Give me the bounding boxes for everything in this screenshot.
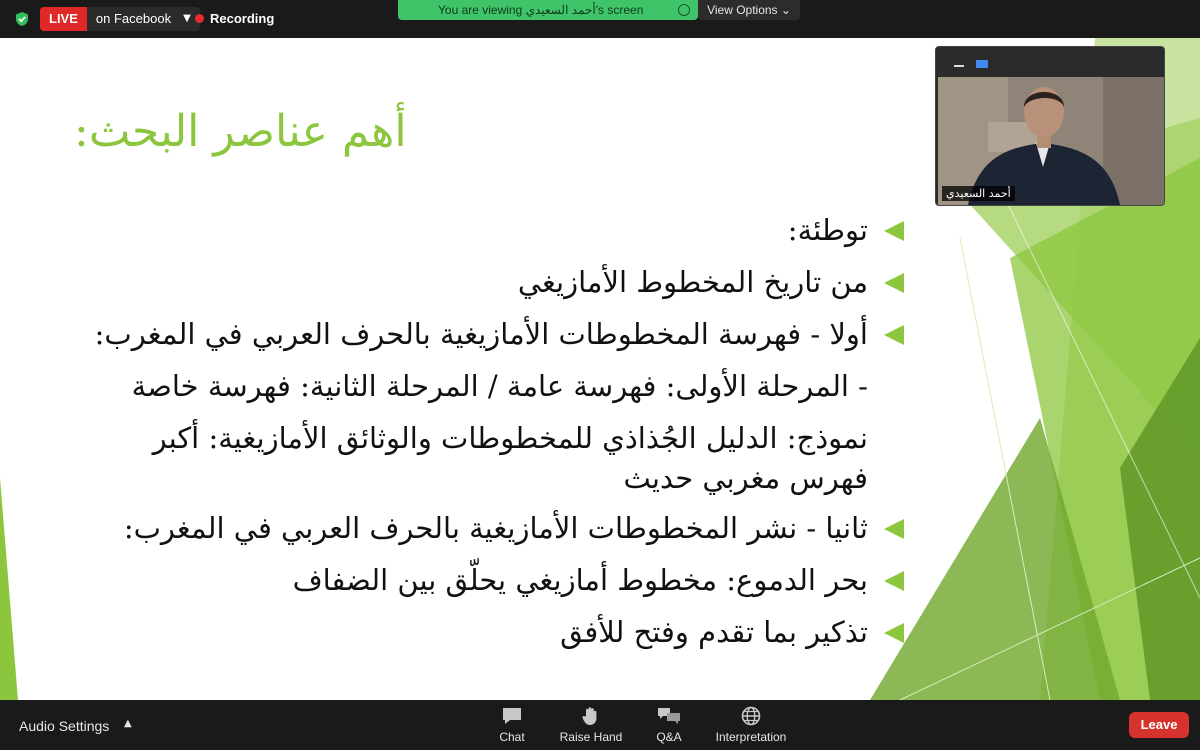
recording-label: Recording — [210, 11, 275, 26]
raise-hand-label: Raise Hand — [559, 730, 623, 744]
maximize-icon[interactable] — [976, 60, 988, 68]
chat-icon — [501, 706, 523, 726]
bullet-arrow-icon — [884, 273, 904, 293]
bullet-arrow-icon — [884, 221, 904, 241]
interpretation-button[interactable] — [706, 706, 796, 744]
video-tile-header — [936, 47, 1164, 77]
shield-check-icon[interactable] — [14, 11, 30, 27]
audio-settings-button[interactable]: Audio Settings — [19, 718, 110, 734]
recording-indicator[interactable] — [195, 11, 274, 26]
bullet-item: بحر الدموع: مخطوط أمازيغي يحلّق بين الضفاف — [124, 554, 904, 606]
live-stream-button[interactable] — [40, 7, 200, 31]
status-circle-icon — [678, 4, 690, 16]
raise-hand-icon — [580, 706, 602, 726]
record-dot-icon — [195, 14, 204, 23]
view-options-button[interactable]: View Options ⌄ — [698, 0, 800, 20]
globe-icon — [740, 706, 762, 726]
bullet-subitem: - المرحلة الأولى: فهرسة عامة / المرحلة الثانية: فهرسة خاصة — [131, 369, 868, 403]
minimize-icon[interactable] — [954, 65, 964, 67]
top-bar — [0, 0, 1200, 38]
viewing-banner-text: You are viewing أحمد السعيدي's screen — [438, 3, 644, 17]
bullet-arrow-icon — [884, 571, 904, 591]
bullet-arrow-icon — [884, 519, 904, 539]
viewing-banner — [398, 0, 698, 20]
participant-name-label: أحمد السعيدي — [942, 186, 1015, 201]
bullet-item: أولا - فهرسة المخطوطات الأمازيغية بالحرف العربي في المغرب: — [124, 308, 904, 360]
qa-button[interactable] — [624, 706, 714, 744]
slide-title: أهم عناصر البحث: — [74, 106, 407, 157]
bullet-arrow-icon — [884, 325, 904, 345]
live-badge: LIVE — [40, 7, 87, 31]
chevron-down-icon: ▼ — [183, 13, 191, 24]
chevron-up-icon[interactable]: ▲ — [124, 718, 132, 729]
bullet-item: توطئة: — [124, 204, 904, 256]
chat-label: Chat — [499, 730, 525, 744]
bullet-item: ثانيا - نشر المخطوطات الأمازيغية بالحرف العربي في المغرب: — [124, 502, 904, 554]
bottom-toolbar — [0, 700, 1200, 750]
bullet-subitem: نموذج: الدليل الجُذاذي للمخطوطات والوثائق الأمازيغية: أكبر فهرس مغربي حديث — [152, 421, 868, 495]
bullet-item: من تاريخ المخطوط الأمازيغي — [124, 256, 904, 308]
qa-icon — [657, 706, 681, 726]
leave-button[interactable]: Leave — [1129, 712, 1189, 738]
chat-button[interactable] — [467, 706, 557, 744]
interpretation-label: Interpretation — [715, 730, 787, 744]
bullet-arrow-icon — [884, 623, 904, 643]
qa-label: Q&A — [656, 730, 682, 744]
live-destination: on Facebook — [95, 11, 172, 26]
participant-video — [938, 77, 1164, 205]
bullet-item: تذكير بما تقدم وفتح للأفق — [124, 606, 904, 658]
participant-video-tile[interactable] — [935, 46, 1165, 206]
raise-hand-button[interactable] — [546, 706, 636, 744]
slide-bullet-list — [94, 204, 904, 658]
